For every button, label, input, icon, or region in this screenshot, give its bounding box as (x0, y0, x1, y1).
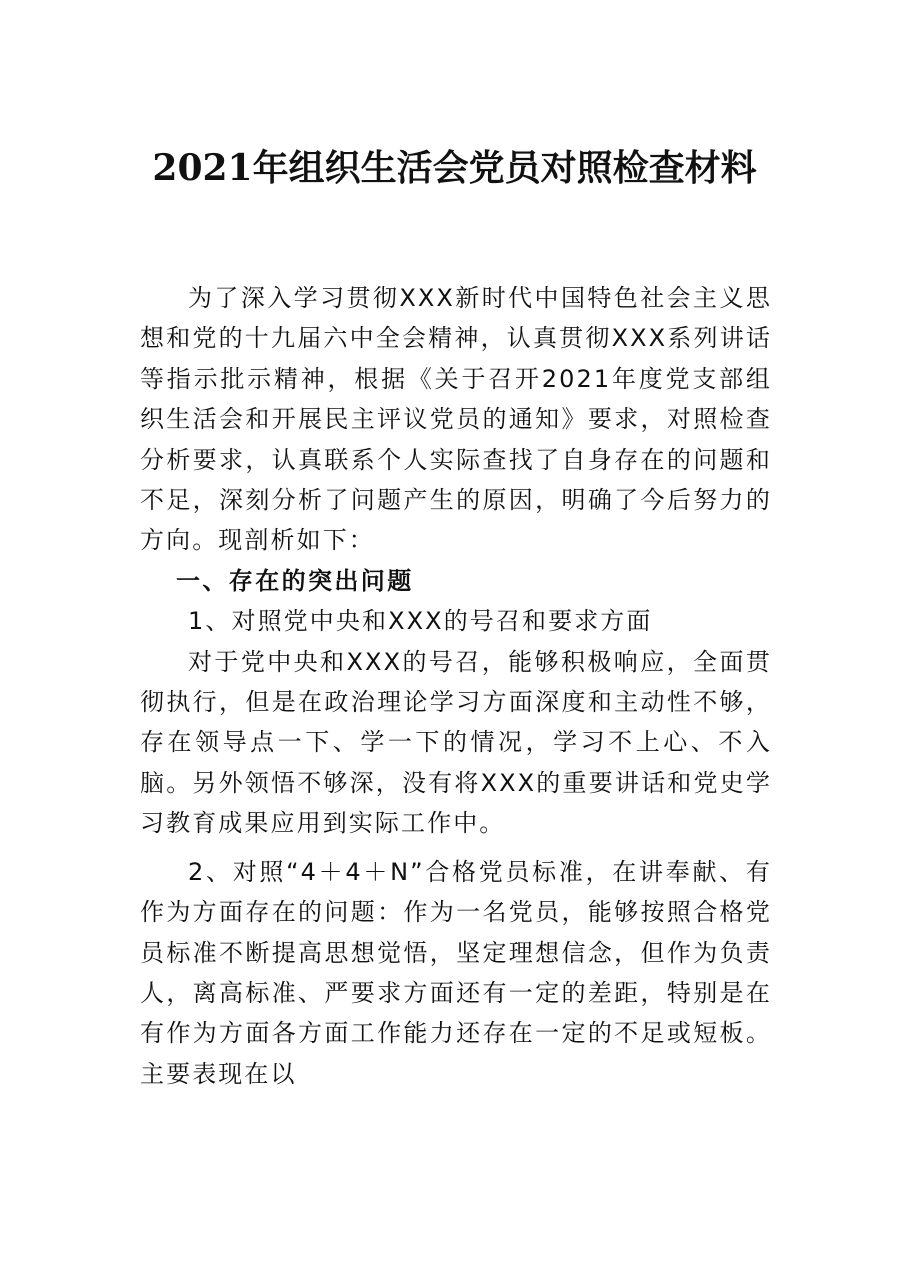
section-heading: 一、存在的突出问题 (176, 565, 414, 595)
paragraph-2: 2、对照“4＋4＋N”合格党员标准，在讲奉献、有作为方面存在的问题：作为一名党员，能够按照合格党员标准不断提高思想觉悟，坚定理想信念，但作为负责人，离高标准、严要求方面还有一定的差距，特别是在有作为方面各方面工作能力还存在一定的不足或短板。主要表现在以 (140, 857, 772, 1088)
subsection-heading-1: 1、对照党中央和XXX的号召和要求方面 (188, 607, 653, 636)
intro-paragraph: 为了深入学习贯彻XXX新时代中国特色社会主义思想和党的十九届六中全会精神，认真贯彻XXX系列讲话等指示批示精神，根据《关于召开2021年度党支部组织生活会和开展民主评议党员的通知》要求，对照检查分析要求，认真联系个人实际查找了自身存在的问题和不足，深刻分析了问题产生的原因，明确了今后努力的方向。现剖析如下： (140, 284, 772, 555)
document-title: 2021年组织生活会党员对照检查材料 (152, 147, 757, 189)
document-body (140, 278, 772, 1094)
paragraph-1: 对于党中央和XXX的号召，能够积极响应，全面贯彻执行，但是在政治理论学习方面深度和主动性不够，存在领导点一下、学一下的情况，学习不上心、不入脑。另外领悟不够深，没有将XXX的重要讲话和党史学习教育成果应用到实际工作中。 (140, 647, 772, 838)
